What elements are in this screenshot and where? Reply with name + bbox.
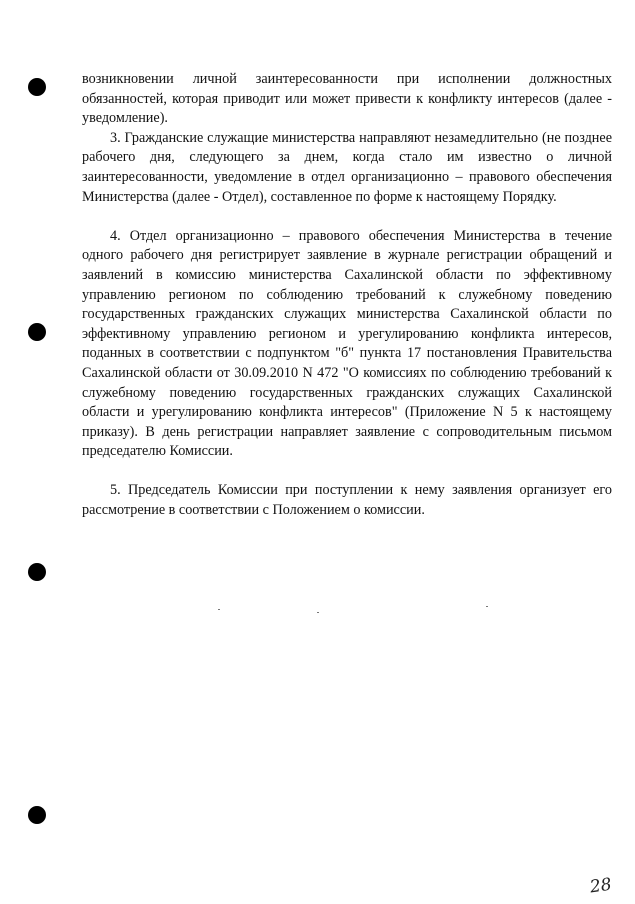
binder-hole xyxy=(28,563,46,581)
paragraph-continuation: возникновении личной заинтересованности при исполнении должностных обязанностей, которая приводит или может привести к конфликту интересов (далее - уведомление). xyxy=(82,71,612,127)
binder-hole xyxy=(28,78,46,96)
scan-speck xyxy=(486,606,488,607)
scan-speck xyxy=(218,609,220,610)
handwritten-page-number: 28 xyxy=(588,874,613,898)
binder-hole xyxy=(28,806,46,824)
binder-hole xyxy=(28,323,46,341)
paragraph-4: 4. Отдел организационно – правового обеспечения Министерства в течение одного рабочего дня регистрирует заявление в журнале регистрации обращений и заявлений в комиссию министерства Сахалинской области по эффективному управлению регионом по соблюдению требований к служебному поведению государственных гражданских служащих министерства Сахалинской области по эффективному управлению регионом и урегулированию конфликта интересов, поданных в соответствии с подпунктом "б" пункта 17 постановления Правительства Сахалинской области от 30.09.2010 N 472 "О комиссиях по соблюдению требований к служебному поведению государственных гражданских служащих Сахалинской области и урегулированию конфликта интересов" (Приложение N 5 к настоящему приказу). В день регистрации направляет заявление с сопроводительным письмом председателю Комиссии. xyxy=(82,227,612,460)
document-body xyxy=(82,70,612,521)
scan-speck xyxy=(317,612,319,613)
paragraph-5: 5. Председатель Комиссии при поступлении к нему заявления организует его рассмотрение в соответствии с Положением о комиссии. xyxy=(82,482,612,519)
paragraph-3: 3. Гражданские служащие министерства направляют незамедлительно (не позднее рабочего дня, следующего за днем, когда стало им известно о личной заинтересованности, уведомление в отдел организационно – правового обеспечения Министерства (далее - Отдел), составленное по форме к настоящему Порядку. xyxy=(82,129,612,205)
